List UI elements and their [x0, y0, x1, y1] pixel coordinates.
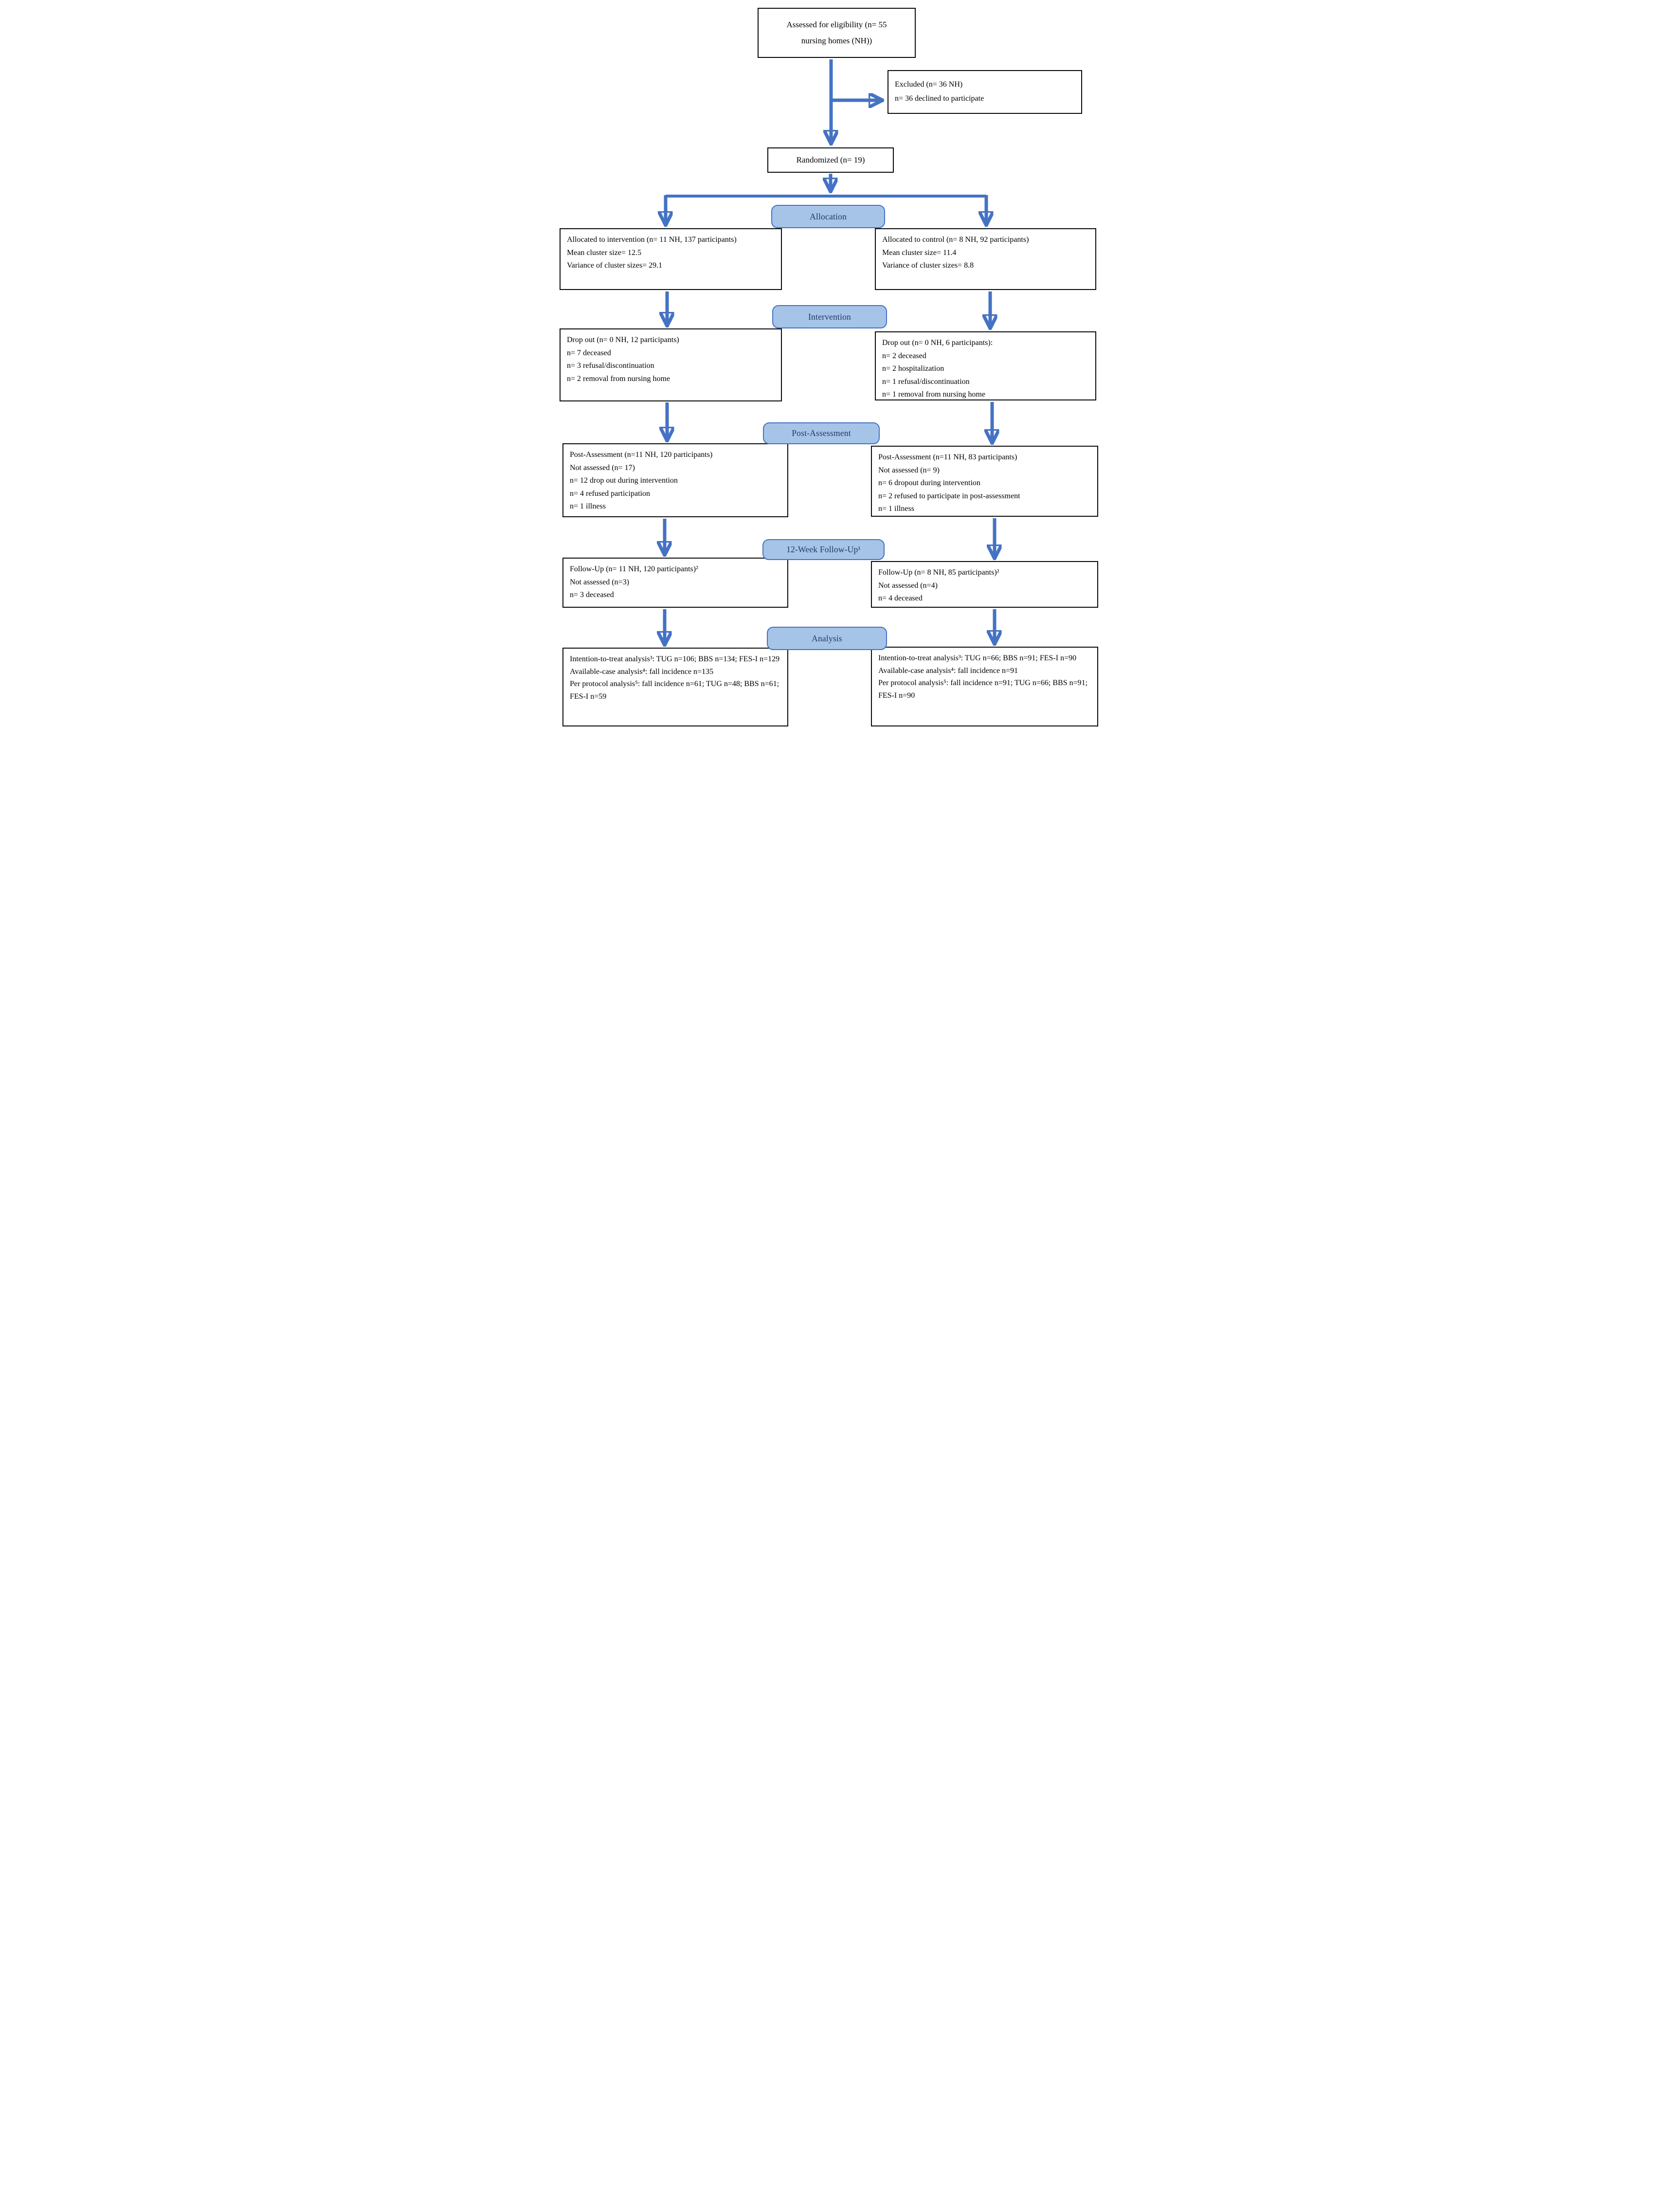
intervention-post-assessment-box: Post-Assessment (n=11 NH, 120 participants) Not assessed (n= 17) n= 12 drop out during intervention n= 4 refused participation n= 1 illness	[562, 443, 788, 517]
stage-analysis-label: Analysis	[767, 627, 887, 650]
eligibility-box: Assessed for eligibility (n= 55 nursing homes (NH))	[758, 8, 916, 58]
stage-intervention-label: Intervention	[772, 305, 887, 328]
intervention-allocated-box: Allocated to intervention (n= 11 NH, 137 participants) Mean cluster size= 12.5 Variance of cluster sizes= 29.1	[560, 228, 782, 290]
control-allocated-box: Allocated to control (n= 8 NH, 92 participants) Mean cluster size= 11.4 Variance of cluster sizes= 8.8	[875, 228, 1096, 290]
intervention-dropout-box: Drop out (n= 0 NH, 12 participants) n= 7 deceased n= 3 refusal/discontinuation n= 2 removal from nursing home	[560, 328, 782, 401]
randomized-box: Randomized (n= 19)	[767, 147, 894, 173]
intervention-follow-up-box: Follow-Up (n= 11 NH, 120 participants)² Not assessed (n=3) n= 3 deceased	[562, 558, 788, 608]
control-follow-up-box: Follow-Up (n= 8 NH, 85 participants)² Not assessed (n=4) n= 4 deceased	[871, 561, 1098, 608]
excluded-box: Excluded (n= 36 NH) n= 36 declined to participate	[888, 70, 1082, 114]
stage-allocation-label: Allocation	[771, 205, 885, 228]
intervention-analysis-box: Intention-to-treat analysis³: TUG n=106; BBS n=134; FES-I n=129 Available-case analysis⁴: fall incidence n=135 Per protocol analysis⁵: fall incidence n=61; TUG n=48; BBS n=61; FES-I n=59	[562, 648, 788, 726]
stage-post-assessment-label: Post-Assessment	[763, 422, 880, 444]
control-post-assessment-box: Post-Assessment (n=11 NH, 83 participants) Not assessed (n= 9) n= 6 dropout during intervention n= 2 refused to participate in post-assessment n= 1 illness	[871, 446, 1098, 517]
stage-follow-up-label: 12-Week Follow-Up¹	[762, 539, 885, 560]
control-analysis-box: Intention-to-treat analysis³: TUG n=66; BBS n=91; FES-I n=90 Available-case analysis⁴: fall incidence n=91 Per protocol analysis⁵: fall incidence n=91; TUG n=66; BBS n=91; FES-I n=90	[871, 647, 1098, 726]
control-dropout-box: Drop out (n= 0 NH, 6 participants): n= 2 deceased n= 2 hospitalization n= 1 refusal/discontinuation n= 1 removal from nursing home	[875, 331, 1096, 400]
consort-flow-diagram	[556, 0, 1111, 737]
